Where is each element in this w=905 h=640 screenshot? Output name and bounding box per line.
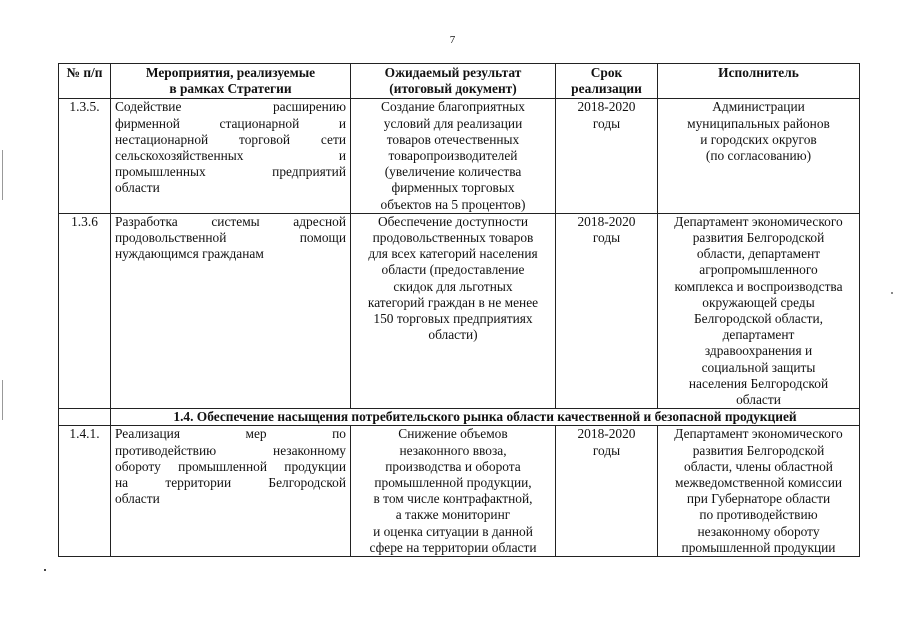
scan-mark [2, 380, 3, 420]
row-executor: Департамент экономического развития Белгородской области, члены областной межведомственной комиссии при Губернаторе области по противодействию незаконному обороту промышленной продукции [658, 426, 860, 557]
row-executor: Департамент экономического развития Белгородской области, департамент агропромышленного комплекса и воспроизводства окружающей среды Белгородской области, департамент здравоохранения и социальной защиты населения Белгородской области [658, 213, 860, 408]
page-number: 7 [449, 34, 456, 46]
scan-mark [891, 292, 893, 294]
header-term: Срок реализации [556, 64, 658, 99]
row-result: Создание благоприятных условий для реализации товаров отечественных товаропроизводителей (увеличение количества фирменных торговых объектов на 5 процентов) [351, 99, 556, 213]
table-row [59, 99, 860, 213]
row-term: 2018-2020 годы [556, 426, 658, 557]
row-executor: Администрации муниципальных районов и городских округов (по согласованию) [658, 99, 860, 213]
row-measure: Содействие расширению фирменной стационарной и нестационарной торговой сети сельскохозяйственных и промышленных предприятий области [111, 99, 351, 213]
table-row [59, 426, 860, 557]
header-number: № п/п [59, 64, 111, 99]
row-number: 1.4.1. [59, 426, 111, 557]
section-row [59, 409, 860, 426]
table-row [59, 213, 860, 408]
header-measures: Мероприятия, реализуемые в рамках Стратегии [111, 64, 351, 99]
header-result: Ожидаемый результат (итоговый документ) [351, 64, 556, 99]
row-number: 1.3.5. [59, 99, 111, 213]
row-result: Обеспечение доступности продовольственных товаров для всех категорий населения области (предоставление скидок для льготных категорий граждан в не менее 150 торговых предприятиях области) [351, 213, 556, 408]
row-term: 2018-2020 годы [556, 213, 658, 408]
row-measure: Разработка системы адресной продовольственной помощи нуждающимся гражданам [111, 213, 351, 408]
scan-mark [2, 150, 3, 200]
row-measure: Реализация мер по противодействию незаконному обороту промышленной продукции на территории Белгородской области [111, 426, 351, 557]
table-header-row [59, 64, 860, 99]
header-executor: Исполнитель [658, 64, 860, 99]
row-number: 1.3.6 [59, 213, 111, 408]
scan-mark [44, 569, 46, 571]
strategy-table [58, 63, 860, 557]
section-title: 1.4. Обеспечение насыщения потребительского рынка области качественной и безопасной продукцией [111, 409, 860, 426]
section-number-cell [59, 409, 111, 426]
row-term: 2018-2020 годы [556, 99, 658, 213]
row-result: Снижение объемов незаконного ввоза, производства и оборота промышленной продукции, в том числе контрафактной, а также мониторинг и оценка ситуации в данной сфере на территории области [351, 426, 556, 557]
